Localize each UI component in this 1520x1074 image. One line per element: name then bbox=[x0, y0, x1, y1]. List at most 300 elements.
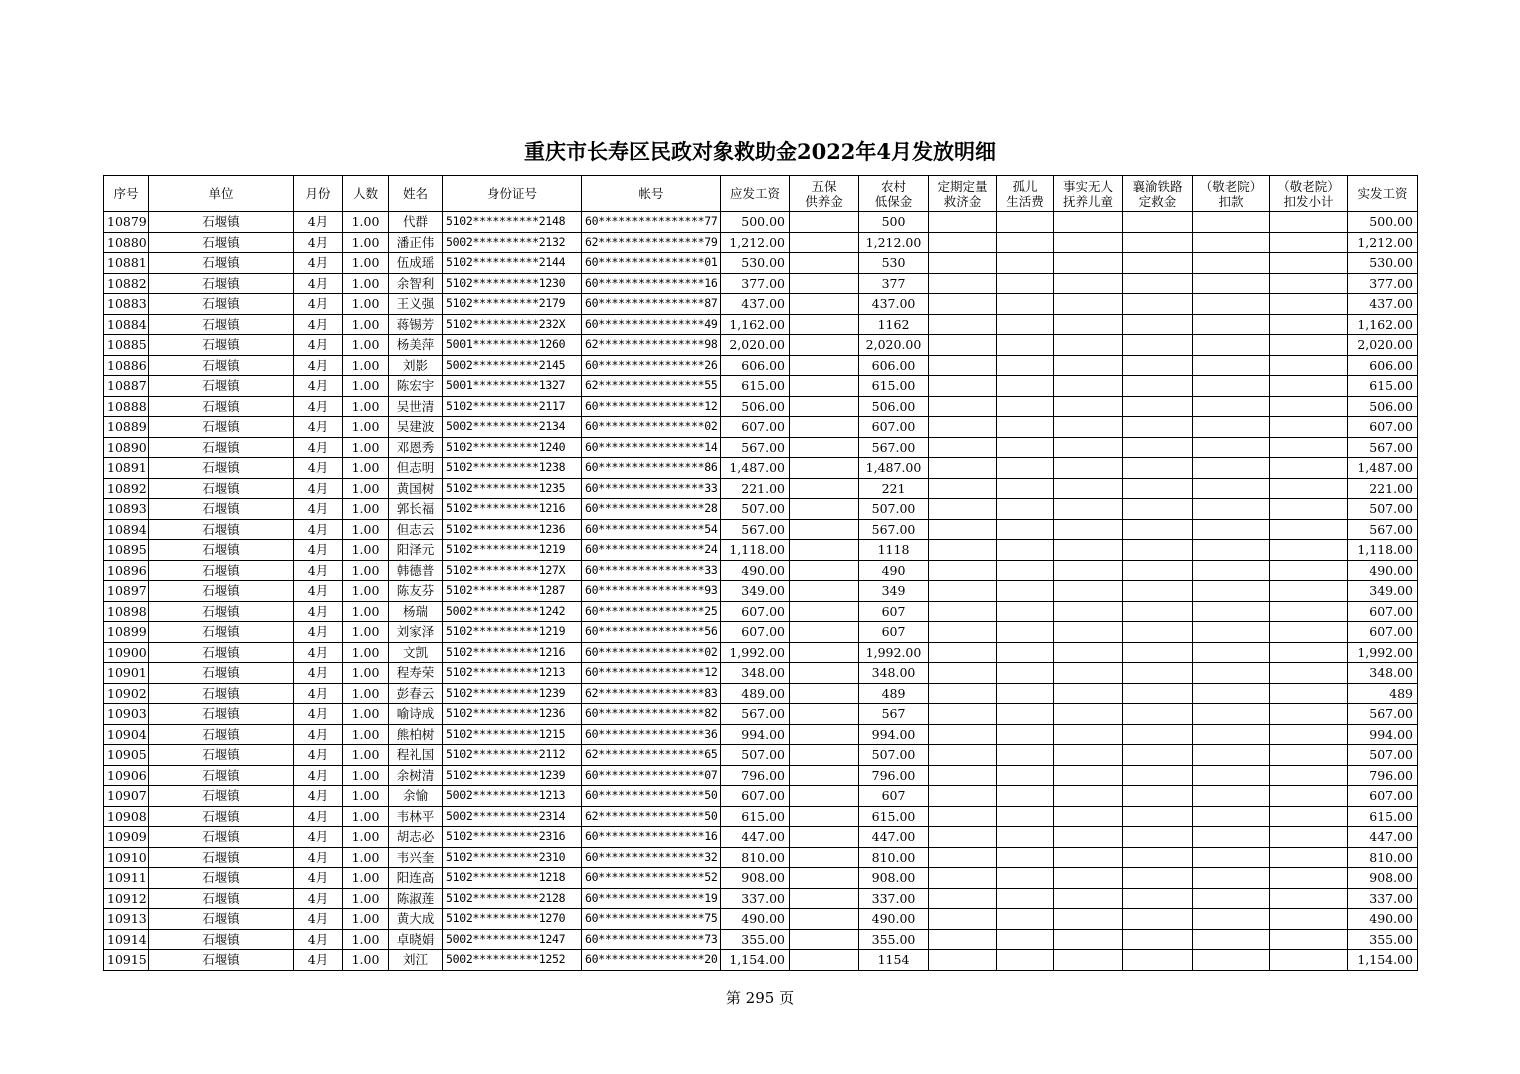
cell-col-account: 60****************01 bbox=[582, 253, 721, 274]
cell-col-count: 1.00 bbox=[343, 232, 389, 253]
cell-col-unit: 石堰镇 bbox=[149, 499, 294, 520]
cell-col-xiangyu-railway bbox=[1123, 601, 1193, 622]
cell-col-orphan bbox=[997, 642, 1054, 663]
cell-col-nursing-deduction bbox=[1193, 540, 1270, 561]
header-col-wubao: 五保 供养金 bbox=[790, 176, 859, 212]
table-row bbox=[104, 888, 1418, 909]
cell-col-rural-dibao: 567.00 bbox=[859, 437, 929, 458]
cell-col-unsupported-child bbox=[1054, 273, 1123, 294]
cell-col-net-pay: 615.00 bbox=[1348, 806, 1418, 827]
cell-col-wubao bbox=[790, 745, 859, 766]
cell-col-name: 胡志必 bbox=[389, 827, 443, 848]
cell-col-id-number: 5002**********2132 bbox=[443, 232, 582, 253]
cell-col-name: 陈宏宇 bbox=[389, 376, 443, 397]
cell-col-id-number: 5002**********2314 bbox=[443, 806, 582, 827]
cell-col-name: 王义强 bbox=[389, 294, 443, 315]
cell-col-unsupported-child bbox=[1054, 376, 1123, 397]
cell-col-account: 60****************19 bbox=[582, 888, 721, 909]
cell-col-payable: 1,154.00 bbox=[721, 950, 790, 971]
cell-col-count: 1.00 bbox=[343, 314, 389, 335]
cell-col-unit: 石堰镇 bbox=[149, 929, 294, 950]
cell-col-count: 1.00 bbox=[343, 663, 389, 684]
cell-col-id-number: 5102**********1287 bbox=[443, 581, 582, 602]
cell-col-payable: 507.00 bbox=[721, 499, 790, 520]
cell-col-payable: 489.00 bbox=[721, 683, 790, 704]
cell-col-xiangyu-railway bbox=[1123, 888, 1193, 909]
cell-col-rural-dibao: 607 bbox=[859, 601, 929, 622]
cell-col-payable: 1,162.00 bbox=[721, 314, 790, 335]
table-row bbox=[104, 458, 1418, 479]
cell-col-name: 陈友芬 bbox=[389, 581, 443, 602]
cell-col-id-number: 5001**********1260 bbox=[443, 335, 582, 356]
cell-col-nursing-subtotal bbox=[1270, 417, 1348, 438]
cell-col-unit: 石堰镇 bbox=[149, 458, 294, 479]
cell-col-month: 4月 bbox=[294, 417, 343, 438]
header-col-serial: 序号 bbox=[104, 176, 149, 212]
cell-col-nursing-subtotal bbox=[1270, 827, 1348, 848]
cell-col-xiangyu-railway bbox=[1123, 950, 1193, 971]
cell-col-unsupported-child bbox=[1054, 560, 1123, 581]
cell-col-wubao bbox=[790, 519, 859, 540]
cell-col-name: 伍成瑶 bbox=[389, 253, 443, 274]
cell-col-name: 刘影 bbox=[389, 355, 443, 376]
cell-col-count: 1.00 bbox=[343, 519, 389, 540]
cell-col-id-number: 5102**********1218 bbox=[443, 868, 582, 889]
cell-col-serial: 10881 bbox=[104, 253, 149, 274]
cell-col-wubao bbox=[790, 499, 859, 520]
cell-col-month: 4月 bbox=[294, 642, 343, 663]
cell-col-name: 韦林平 bbox=[389, 806, 443, 827]
cell-col-account: 62****************79 bbox=[582, 232, 721, 253]
cell-col-name: 黄国树 bbox=[389, 478, 443, 499]
cell-col-xiangyu-railway bbox=[1123, 314, 1193, 335]
header-col-net-pay: 实发工资 bbox=[1348, 176, 1418, 212]
cell-col-wubao bbox=[790, 622, 859, 643]
cell-col-count: 1.00 bbox=[343, 560, 389, 581]
cell-col-count: 1.00 bbox=[343, 376, 389, 397]
cell-col-serial: 10912 bbox=[104, 888, 149, 909]
cell-col-serial: 10902 bbox=[104, 683, 149, 704]
cell-col-unsupported-child bbox=[1054, 765, 1123, 786]
cell-col-unsupported-child bbox=[1054, 868, 1123, 889]
cell-col-count: 1.00 bbox=[343, 724, 389, 745]
cell-col-nursing-deduction bbox=[1193, 601, 1270, 622]
cell-col-payable: 994.00 bbox=[721, 724, 790, 745]
cell-col-net-pay: 447.00 bbox=[1348, 827, 1418, 848]
cell-col-xiangyu-railway bbox=[1123, 581, 1193, 602]
table-row bbox=[104, 786, 1418, 807]
header-col-payable: 应发工资 bbox=[721, 176, 790, 212]
cell-col-orphan bbox=[997, 212, 1054, 233]
cell-col-count: 1.00 bbox=[343, 868, 389, 889]
cell-col-count: 1.00 bbox=[343, 478, 389, 499]
cell-col-nursing-subtotal bbox=[1270, 724, 1348, 745]
cell-col-wubao bbox=[790, 581, 859, 602]
cell-col-payable: 810.00 bbox=[721, 847, 790, 868]
cell-col-id-number: 5102**********1236 bbox=[443, 519, 582, 540]
cell-col-xiangyu-railway bbox=[1123, 683, 1193, 704]
cell-col-nursing-subtotal bbox=[1270, 253, 1348, 274]
cell-col-id-number: 5002**********2145 bbox=[443, 355, 582, 376]
cell-col-name: 喻诗成 bbox=[389, 704, 443, 725]
cell-col-net-pay: 500.00 bbox=[1348, 212, 1418, 233]
cell-col-id-number: 5002**********2134 bbox=[443, 417, 582, 438]
cell-col-count: 1.00 bbox=[343, 786, 389, 807]
cell-col-nursing-deduction bbox=[1193, 417, 1270, 438]
cell-col-nursing-deduction bbox=[1193, 478, 1270, 499]
table-row bbox=[104, 622, 1418, 643]
cell-col-nursing-deduction bbox=[1193, 355, 1270, 376]
cell-col-net-pay: 1,118.00 bbox=[1348, 540, 1418, 561]
relief-payment-table bbox=[103, 175, 1418, 971]
cell-col-xiangyu-railway bbox=[1123, 499, 1193, 520]
cell-col-serial: 10886 bbox=[104, 355, 149, 376]
cell-col-count: 1.00 bbox=[343, 827, 389, 848]
cell-col-regular-relief bbox=[929, 745, 997, 766]
cell-col-count: 1.00 bbox=[343, 540, 389, 561]
cell-col-account: 60****************02 bbox=[582, 417, 721, 438]
cell-col-orphan bbox=[997, 355, 1054, 376]
cell-col-unsupported-child bbox=[1054, 437, 1123, 458]
cell-col-unit: 石堰镇 bbox=[149, 540, 294, 561]
cell-col-orphan bbox=[997, 314, 1054, 335]
cell-col-month: 4月 bbox=[294, 560, 343, 581]
cell-col-unsupported-child bbox=[1054, 745, 1123, 766]
cell-col-wubao bbox=[790, 212, 859, 233]
cell-col-wubao bbox=[790, 376, 859, 397]
cell-col-regular-relief bbox=[929, 273, 997, 294]
table-row bbox=[104, 909, 1418, 930]
cell-col-orphan bbox=[997, 745, 1054, 766]
cell-col-wubao bbox=[790, 683, 859, 704]
cell-col-nursing-subtotal bbox=[1270, 704, 1348, 725]
cell-col-nursing-subtotal bbox=[1270, 478, 1348, 499]
cell-col-net-pay: 348.00 bbox=[1348, 663, 1418, 684]
cell-col-net-pay: 221.00 bbox=[1348, 478, 1418, 499]
cell-col-xiangyu-railway bbox=[1123, 396, 1193, 417]
cell-col-nursing-deduction bbox=[1193, 786, 1270, 807]
cell-col-net-pay: 337.00 bbox=[1348, 888, 1418, 909]
cell-col-nursing-subtotal bbox=[1270, 294, 1348, 315]
cell-col-id-number: 5102**********1239 bbox=[443, 765, 582, 786]
cell-col-count: 1.00 bbox=[343, 847, 389, 868]
cell-col-id-number: 5102**********1235 bbox=[443, 478, 582, 499]
header-col-name: 姓名 bbox=[389, 176, 443, 212]
cell-col-account: 60****************02 bbox=[582, 642, 721, 663]
cell-col-nursing-deduction bbox=[1193, 253, 1270, 274]
cell-col-id-number: 5102**********1239 bbox=[443, 683, 582, 704]
cell-col-id-number: 5102**********1215 bbox=[443, 724, 582, 745]
cell-col-month: 4月 bbox=[294, 704, 343, 725]
cell-col-regular-relief bbox=[929, 581, 997, 602]
cell-col-unsupported-child bbox=[1054, 929, 1123, 950]
cell-col-month: 4月 bbox=[294, 888, 343, 909]
cell-col-id-number: 5102**********1216 bbox=[443, 499, 582, 520]
cell-col-net-pay: 1,992.00 bbox=[1348, 642, 1418, 663]
cell-col-rural-dibao: 1,487.00 bbox=[859, 458, 929, 479]
table-row bbox=[104, 745, 1418, 766]
cell-col-xiangyu-railway bbox=[1123, 622, 1193, 643]
cell-col-payable: 221.00 bbox=[721, 478, 790, 499]
cell-col-unit: 石堰镇 bbox=[149, 806, 294, 827]
table-row bbox=[104, 806, 1418, 827]
cell-col-net-pay: 567.00 bbox=[1348, 437, 1418, 458]
cell-col-month: 4月 bbox=[294, 909, 343, 930]
cell-col-nursing-subtotal bbox=[1270, 642, 1348, 663]
cell-col-rural-dibao: 349 bbox=[859, 581, 929, 602]
cell-col-wubao bbox=[790, 458, 859, 479]
cell-col-orphan bbox=[997, 888, 1054, 909]
cell-col-count: 1.00 bbox=[343, 253, 389, 274]
cell-col-rural-dibao: 490 bbox=[859, 560, 929, 581]
table-row bbox=[104, 437, 1418, 458]
cell-col-month: 4月 bbox=[294, 212, 343, 233]
cell-col-xiangyu-railway bbox=[1123, 724, 1193, 745]
cell-col-payable: 447.00 bbox=[721, 827, 790, 848]
cell-col-unsupported-child bbox=[1054, 396, 1123, 417]
cell-col-nursing-deduction bbox=[1193, 335, 1270, 356]
cell-col-name: 阳泽元 bbox=[389, 540, 443, 561]
cell-col-month: 4月 bbox=[294, 765, 343, 786]
cell-col-month: 4月 bbox=[294, 396, 343, 417]
cell-col-account: 62****************65 bbox=[582, 745, 721, 766]
cell-col-name: 陈淑莲 bbox=[389, 888, 443, 909]
cell-col-id-number: 5102**********2179 bbox=[443, 294, 582, 315]
cell-col-unit: 石堰镇 bbox=[149, 601, 294, 622]
cell-col-unit: 石堰镇 bbox=[149, 253, 294, 274]
cell-col-month: 4月 bbox=[294, 622, 343, 643]
header-col-count: 人数 bbox=[343, 176, 389, 212]
cell-col-rural-dibao: 796.00 bbox=[859, 765, 929, 786]
cell-col-nursing-subtotal bbox=[1270, 950, 1348, 971]
cell-col-count: 1.00 bbox=[343, 765, 389, 786]
cell-col-serial: 10882 bbox=[104, 273, 149, 294]
table-row bbox=[104, 847, 1418, 868]
cell-col-unsupported-child bbox=[1054, 519, 1123, 540]
cell-col-name: 阳连高 bbox=[389, 868, 443, 889]
cell-col-payable: 567.00 bbox=[721, 704, 790, 725]
cell-col-account: 60****************12 bbox=[582, 663, 721, 684]
cell-col-count: 1.00 bbox=[343, 437, 389, 458]
cell-col-month: 4月 bbox=[294, 724, 343, 745]
cell-col-serial: 10908 bbox=[104, 806, 149, 827]
cell-col-id-number: 5102**********1240 bbox=[443, 437, 582, 458]
cell-col-nursing-deduction bbox=[1193, 519, 1270, 540]
cell-col-payable: 500.00 bbox=[721, 212, 790, 233]
cell-col-name: 邓恩秀 bbox=[389, 437, 443, 458]
cell-col-net-pay: 507.00 bbox=[1348, 499, 1418, 520]
cell-col-month: 4月 bbox=[294, 478, 343, 499]
cell-col-payable: 530.00 bbox=[721, 253, 790, 274]
cell-col-xiangyu-railway bbox=[1123, 765, 1193, 786]
cell-col-unit: 石堰镇 bbox=[149, 642, 294, 663]
cell-col-orphan bbox=[997, 273, 1054, 294]
cell-col-month: 4月 bbox=[294, 786, 343, 807]
cell-col-serial: 10879 bbox=[104, 212, 149, 233]
cell-col-net-pay: 490.00 bbox=[1348, 560, 1418, 581]
cell-col-wubao bbox=[790, 847, 859, 868]
cell-col-orphan bbox=[997, 827, 1054, 848]
cell-col-nursing-deduction bbox=[1193, 458, 1270, 479]
table-row bbox=[104, 663, 1418, 684]
cell-col-nursing-subtotal bbox=[1270, 232, 1348, 253]
cell-col-payable: 1,118.00 bbox=[721, 540, 790, 561]
cell-col-name: 韩德普 bbox=[389, 560, 443, 581]
cell-col-count: 1.00 bbox=[343, 499, 389, 520]
cell-col-name: 熊柏树 bbox=[389, 724, 443, 745]
header-col-nursing-subtotal: （敬老院） 扣发小计 bbox=[1270, 176, 1348, 212]
cell-col-id-number: 5102**********2112 bbox=[443, 745, 582, 766]
cell-col-regular-relief bbox=[929, 294, 997, 315]
cell-col-account: 60****************73 bbox=[582, 929, 721, 950]
cell-col-nursing-subtotal bbox=[1270, 335, 1348, 356]
cell-col-nursing-subtotal bbox=[1270, 458, 1348, 479]
cell-col-nursing-subtotal bbox=[1270, 622, 1348, 643]
cell-col-unit: 石堰镇 bbox=[149, 704, 294, 725]
cell-col-count: 1.00 bbox=[343, 294, 389, 315]
cell-col-net-pay: 607.00 bbox=[1348, 786, 1418, 807]
cell-col-name: 郭长福 bbox=[389, 499, 443, 520]
cell-col-unsupported-child bbox=[1054, 806, 1123, 827]
cell-col-name: 代群 bbox=[389, 212, 443, 233]
cell-col-unsupported-child bbox=[1054, 663, 1123, 684]
cell-col-nursing-deduction bbox=[1193, 376, 1270, 397]
cell-col-orphan bbox=[997, 765, 1054, 786]
table-row bbox=[104, 212, 1418, 233]
cell-col-serial: 10900 bbox=[104, 642, 149, 663]
cell-col-month: 4月 bbox=[294, 253, 343, 274]
cell-col-regular-relief bbox=[929, 724, 997, 745]
cell-col-nursing-subtotal bbox=[1270, 499, 1348, 520]
cell-col-rural-dibao: 615.00 bbox=[859, 376, 929, 397]
cell-col-name: 文凯 bbox=[389, 642, 443, 663]
cell-col-rural-dibao: 1118 bbox=[859, 540, 929, 561]
cell-col-regular-relief bbox=[929, 827, 997, 848]
cell-col-name: 余愉 bbox=[389, 786, 443, 807]
cell-col-nursing-deduction bbox=[1193, 745, 1270, 766]
cell-col-count: 1.00 bbox=[343, 950, 389, 971]
cell-col-serial: 10888 bbox=[104, 396, 149, 417]
cell-col-nursing-deduction bbox=[1193, 847, 1270, 868]
table-row bbox=[104, 396, 1418, 417]
cell-col-serial: 10897 bbox=[104, 581, 149, 602]
cell-col-rural-dibao: 506.00 bbox=[859, 396, 929, 417]
cell-col-nursing-deduction bbox=[1193, 888, 1270, 909]
cell-col-rural-dibao: 607 bbox=[859, 786, 929, 807]
cell-col-net-pay: 1,212.00 bbox=[1348, 232, 1418, 253]
cell-col-nursing-deduction bbox=[1193, 868, 1270, 889]
cell-col-account: 60****************33 bbox=[582, 478, 721, 499]
cell-col-serial: 10892 bbox=[104, 478, 149, 499]
cell-col-regular-relief bbox=[929, 909, 997, 930]
cell-col-nursing-deduction bbox=[1193, 499, 1270, 520]
cell-col-month: 4月 bbox=[294, 376, 343, 397]
cell-col-regular-relief bbox=[929, 437, 997, 458]
cell-col-account: 60****************77 bbox=[582, 212, 721, 233]
table-row bbox=[104, 314, 1418, 335]
cell-col-regular-relief bbox=[929, 376, 997, 397]
cell-col-unit: 石堰镇 bbox=[149, 868, 294, 889]
cell-col-month: 4月 bbox=[294, 355, 343, 376]
table-row bbox=[104, 355, 1418, 376]
cell-col-account: 60****************14 bbox=[582, 437, 721, 458]
cell-col-rural-dibao: 1,212.00 bbox=[859, 232, 929, 253]
cell-col-nursing-subtotal bbox=[1270, 663, 1348, 684]
cell-col-payable: 607.00 bbox=[721, 601, 790, 622]
cell-col-unit: 石堰镇 bbox=[149, 745, 294, 766]
cell-col-net-pay: 567.00 bbox=[1348, 704, 1418, 725]
cell-col-count: 1.00 bbox=[343, 745, 389, 766]
cell-col-nursing-subtotal bbox=[1270, 868, 1348, 889]
header-col-rural-dibao: 农村 低保金 bbox=[859, 176, 929, 212]
header-col-month: 月份 bbox=[294, 176, 343, 212]
cell-col-orphan bbox=[997, 847, 1054, 868]
cell-col-unit: 石堰镇 bbox=[149, 335, 294, 356]
cell-col-wubao bbox=[790, 560, 859, 581]
cell-col-regular-relief bbox=[929, 314, 997, 335]
cell-col-unit: 石堰镇 bbox=[149, 396, 294, 417]
cell-col-orphan bbox=[997, 806, 1054, 827]
cell-col-wubao bbox=[790, 888, 859, 909]
cell-col-xiangyu-railway bbox=[1123, 519, 1193, 540]
cell-col-xiangyu-railway bbox=[1123, 478, 1193, 499]
cell-col-wubao bbox=[790, 314, 859, 335]
cell-col-net-pay: 2,020.00 bbox=[1348, 335, 1418, 356]
cell-col-wubao bbox=[790, 704, 859, 725]
cell-col-net-pay: 796.00 bbox=[1348, 765, 1418, 786]
cell-col-rural-dibao: 994.00 bbox=[859, 724, 929, 745]
cell-col-xiangyu-railway bbox=[1123, 458, 1193, 479]
cell-col-regular-relief bbox=[929, 478, 997, 499]
cell-col-unit: 石堰镇 bbox=[149, 294, 294, 315]
cell-col-orphan bbox=[997, 868, 1054, 889]
cell-col-unit: 石堰镇 bbox=[149, 314, 294, 335]
cell-col-month: 4月 bbox=[294, 950, 343, 971]
cell-col-nursing-subtotal bbox=[1270, 909, 1348, 930]
cell-col-count: 1.00 bbox=[343, 642, 389, 663]
cell-col-serial: 10884 bbox=[104, 314, 149, 335]
cell-col-nursing-deduction bbox=[1193, 294, 1270, 315]
cell-col-nursing-subtotal bbox=[1270, 314, 1348, 335]
cell-col-nursing-deduction bbox=[1193, 765, 1270, 786]
cell-col-serial: 10907 bbox=[104, 786, 149, 807]
cell-col-account: 60****************54 bbox=[582, 519, 721, 540]
cell-col-serial: 10898 bbox=[104, 601, 149, 622]
cell-col-month: 4月 bbox=[294, 499, 343, 520]
cell-col-account: 60****************50 bbox=[582, 786, 721, 807]
cell-col-wubao bbox=[790, 868, 859, 889]
cell-col-rural-dibao: 377 bbox=[859, 273, 929, 294]
table-row bbox=[104, 519, 1418, 540]
cell-col-unit: 石堰镇 bbox=[149, 909, 294, 930]
table-row bbox=[104, 376, 1418, 397]
table-row bbox=[104, 335, 1418, 356]
header-col-unit: 单位 bbox=[149, 176, 294, 212]
cell-col-rural-dibao: 1,992.00 bbox=[859, 642, 929, 663]
cell-col-nursing-subtotal bbox=[1270, 273, 1348, 294]
cell-col-count: 1.00 bbox=[343, 622, 389, 643]
cell-col-xiangyu-railway bbox=[1123, 806, 1193, 827]
cell-col-unsupported-child bbox=[1054, 499, 1123, 520]
cell-col-name: 但志云 bbox=[389, 519, 443, 540]
cell-col-month: 4月 bbox=[294, 745, 343, 766]
cell-col-unsupported-child bbox=[1054, 478, 1123, 499]
cell-col-serial: 10880 bbox=[104, 232, 149, 253]
cell-col-xiangyu-railway bbox=[1123, 786, 1193, 807]
cell-col-name: 杨美萍 bbox=[389, 335, 443, 356]
table-row bbox=[104, 704, 1418, 725]
cell-col-unsupported-child bbox=[1054, 335, 1123, 356]
